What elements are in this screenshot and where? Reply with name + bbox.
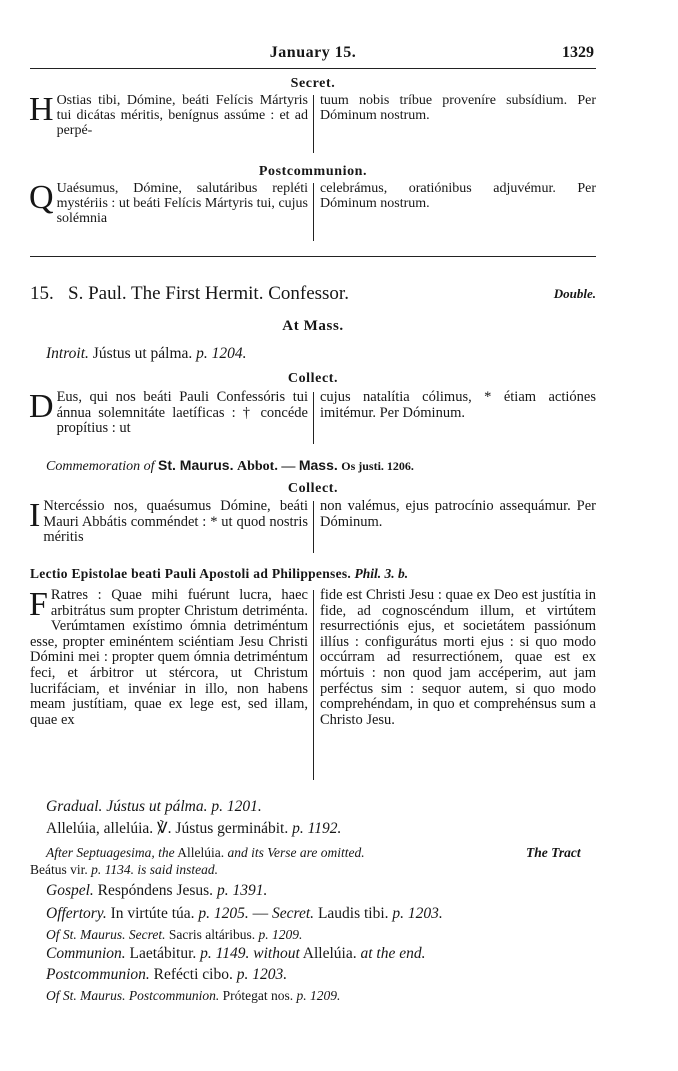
commemoration-line: Commemoration of St. Maurus. Abbot. — Mass. Os justi. 1206. xyxy=(46,457,414,474)
drop-cap: Q xyxy=(29,179,54,216)
offertory-line: Offertory. In virtúte túa. p. 1205. — Secret. Laudis tibi. p. 1203. xyxy=(46,905,443,922)
epistle xyxy=(30,588,596,788)
column-divider xyxy=(313,392,314,444)
drop-cap: F xyxy=(29,586,48,623)
running-title: January 15. xyxy=(269,44,357,61)
feast-rank: Double. xyxy=(553,286,596,301)
drop-cap: I xyxy=(29,497,41,534)
feast-title xyxy=(30,283,596,305)
epistle-right: fide est Christi Jesu : quae ex Deo est justítia in fide, ad cognoscéndum illum, et virtútem resurrectiónis ejus, et societátem passiónum illíus : configurátus morti ejus : si quo modo occúrram ad resurrectiónem, quae est ex mórtuis : non quod jam accéperim, aut jam perféctus sim : sequor autem, si quo modo comprehéndam, in quo et comprehénsus sum a Christo Jesu. xyxy=(320,587,596,728)
maurus-postcommunion-line: Of St. Maurus. Postcommunion. Prótegat nos. p. 1209. xyxy=(46,988,341,1003)
postcommunion-felix xyxy=(30,181,596,245)
secret-felix xyxy=(30,93,596,157)
page-number: 1329 xyxy=(562,44,594,61)
maurus-secret-line: Of St. Maurus. Secret. Sacris altáribus. p. 1209. xyxy=(46,927,303,942)
drop-cap: D xyxy=(29,388,54,425)
column-divider xyxy=(313,590,314,780)
septuagesima-rubric: After Septuagesima, the Allelúia. and its Verse are omitted. The Tract xyxy=(46,845,581,860)
introit-line: Introit. Jústus ut pálma. p. 1204. xyxy=(46,345,247,362)
column-divider xyxy=(313,501,314,553)
postcommunion-felix-left: Q Uaésumus, Dómine, salutáribus repléti mystériis : ut beáti Felícis Mártyris tui, cujus solémnia xyxy=(29,179,308,227)
column-divider xyxy=(313,183,314,241)
collect-paul-left: D Eus, qui nos beáti Pauli Confessóris tui ánnua solemnitáte laetíficas : † concéde propítius : ut xyxy=(29,388,308,436)
septuagesima-rubric-cont: Beátus vir. p. 1134. is said instead. xyxy=(30,862,219,877)
epistle-left: F Ratres : Quae mihi fuérunt lucra, haec arbitrátus sum propter Christum detriménta. Verúmtamen exístimo ómnia detriméntum esse, propter eminéntem sciéntiam Jesu Christi Dómini mei : propter quem ómnia detriméntum feci, et árbitror ut stércora, ut Christum lucrifáciam, et invéniar in illo, non habens meam justítiam, quae ex lege est, sed illam, quae ex xyxy=(29,586,308,728)
feast-number: 15. xyxy=(30,283,54,304)
collect-heading: Collect. xyxy=(287,371,339,386)
secret-felix-right: tuum nobis tríbue proveníre subsídium. Per Dóminum nostrum. xyxy=(320,93,596,124)
collect-maurus xyxy=(30,499,596,559)
collect-maurus-heading: Collect. xyxy=(287,481,339,496)
at-mass-heading: At Mass. xyxy=(282,318,344,334)
section-rule xyxy=(30,256,596,257)
postcommunion-felix-right: celebrámus, oratiónibus adjuvémur. Per Dóminum nostrum. xyxy=(320,181,596,212)
secret-heading: Secret. xyxy=(290,76,336,91)
collect-paul-right: cujus natalítia cólimus, * étiam actiónes imitémur. Per Dóminum. xyxy=(320,389,596,421)
collect-paul xyxy=(30,390,596,450)
drop-cap: H xyxy=(29,91,54,128)
column-divider xyxy=(313,95,314,153)
secret-felix-left: H Ostias tibi, Dómine, beáti Felícis Mártyris tui dicátas méritis, benígnus assúme : et ad perpé- xyxy=(29,91,308,139)
lectio-heading: Lectio Epistolae beati Pauli Apostoli ad Philippenses. Phil. 3. b. xyxy=(30,566,409,581)
header-rule xyxy=(30,68,596,69)
alleluia-line: Allelúia, allelúia. ℣. Jústus germinábit. p. 1192. xyxy=(46,820,342,837)
gradual-line: Gradual. Jústus ut pálma. p. 1201. xyxy=(46,798,262,815)
collect-maurus-right: non valémus, ejus patrocínio assequámur. Per Dóminum. xyxy=(320,498,596,530)
communion-line: Communion. Laetábitur. p. 1149. without Allelúia. at the end. xyxy=(46,945,426,962)
running-header xyxy=(30,44,596,66)
gospel-line: Gospel. Respóndens Jesus. p. 1391. xyxy=(46,882,268,899)
collect-maurus-left: I Ntercéssio nos, quaésumus Dómine, beáti Mauri Abbátis comméndet : * ut quod nostris méritis xyxy=(29,497,308,545)
postcommunion-heading: Postcommunion. xyxy=(258,164,368,179)
feast-name: S. Paul. The First Hermit. Confessor. xyxy=(68,283,349,304)
postcommunion-line: Postcommunion. Refécti cibo. p. 1203. xyxy=(46,966,288,983)
